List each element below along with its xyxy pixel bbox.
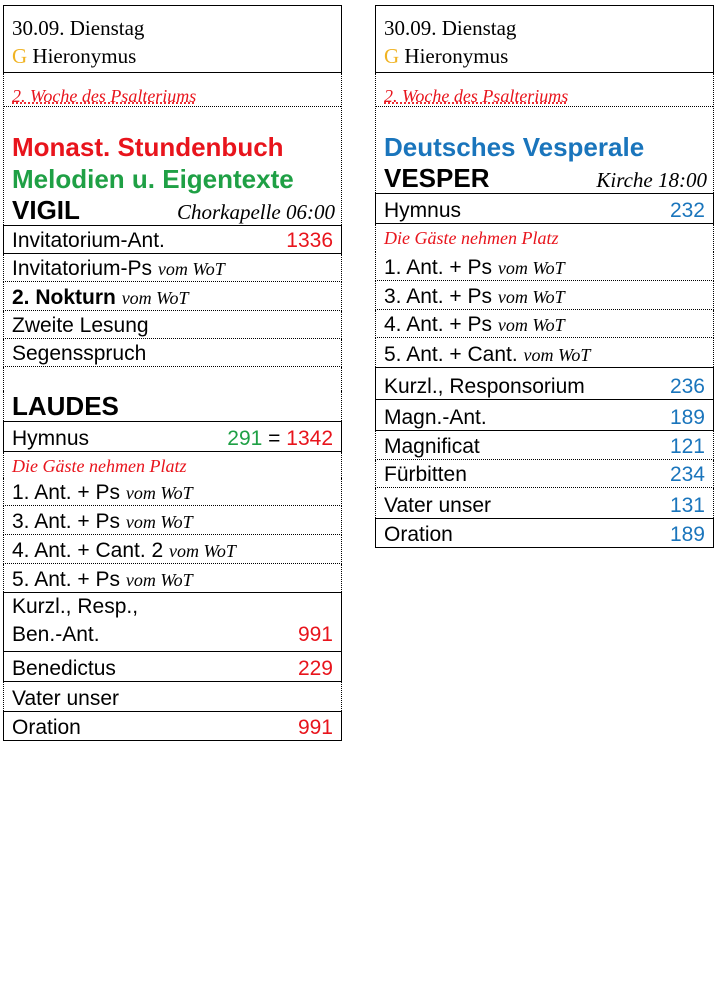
row-suffix: vom WoT [121,288,189,308]
row-suffix: vom WoT [497,258,565,278]
row-suffix: vom WoT [125,512,193,532]
laudes-hymnus-row [3,421,342,452]
psalter-week: 2. Woche des Psalteriums [4,73,341,107]
date-text: 30.09. Dienstag [384,16,517,40]
laudes-ant4-row [3,535,342,564]
row-label: Vater unser [384,494,491,517]
laudes-oration-row [3,711,342,741]
psalter-week: 2. Woche des Psalteriums [376,73,713,107]
vesper-section [375,73,714,193]
row-label: Invitatorium-Ps [12,257,153,280]
page-number: 232 [669,199,705,222]
vesper-header [376,163,713,193]
row-label: 4. Ant. + Cant. 2 [12,539,164,562]
guests-note: Die Gäste nehmen Platz [12,456,187,476]
page-number: 234 [669,463,705,486]
hour-place: Chorkapelle 06:00 [176,200,335,224]
row-suffix: vom WoT [497,287,565,307]
fuerbitten-row [375,460,714,488]
row-suffix: vom WoT [523,345,591,365]
page-number: 1336 [286,229,333,252]
hour-name: VIGIL [12,195,80,225]
row-label: Segensspruch [12,342,147,365]
vesper-ant5-row [375,338,714,367]
row-label: Vater unser [12,687,119,710]
laudes-ant1-row [3,478,342,506]
magnificat-row [375,431,714,460]
date-header [3,5,342,73]
page-number: 229 [297,657,333,680]
row-label: Fürbitten [384,463,467,486]
row-label: 5. Ant. + Ps [12,568,120,591]
guests-note-row [3,452,342,478]
page-number-red: 1342 [286,427,333,450]
vesper-ant1-row [375,252,714,281]
feast-line [12,42,333,70]
row-label: Oration [384,523,453,546]
vesper-oration-row [375,518,714,548]
vesper-ant4-row [375,310,714,338]
row-label: Kurzl., Responsorium [384,375,585,398]
spacer [3,367,342,391]
laudes-ant3-row [3,506,342,535]
row-label: 3. Ant. + Ps [384,285,492,308]
equals-sign: = [268,427,281,450]
kurzl-resp-row [3,592,342,652]
page-number: 131 [669,494,705,517]
invitatorium-ant-row [3,225,342,254]
book-title: Monast. Stundenbuch [12,132,284,162]
benedictus-row [3,652,342,682]
vater-unser-row [3,682,342,711]
row-label: Invitatorium-Ant. [12,229,165,252]
row-label: Zweite Lesung [12,314,149,337]
row-label: Oration [12,716,81,739]
row-label: Hymnus [384,199,462,222]
right-column [375,5,714,548]
page-number: 189 [669,523,705,546]
date-header [375,5,714,73]
row-label: Hymnus [12,427,90,450]
segensspruch-row [3,339,342,367]
page-number: 991 [297,623,333,646]
page-number-green: 291 [227,427,263,450]
page-number: 991 [297,716,333,739]
zweite-lesung-row [3,311,342,339]
feast-rank: G [384,44,400,68]
row-label: 1. Ant. + Ps [384,256,492,279]
row-label: 4. Ant. + Ps [384,313,492,336]
row-label: 2. Nokturn [12,286,116,309]
vesper-hymnus-row [375,193,714,224]
guests-note: Die Gäste nehmen Platz [384,228,559,248]
hour-name: VESPER [384,163,490,193]
left-column [3,5,342,741]
vesper-kurzl-row [375,367,714,400]
guests-note-row [375,224,714,252]
row-label: 1. Ant. + Ps [12,481,120,504]
feast-name: Hieronymus [404,44,509,68]
feast-name: Hieronymus [32,44,137,68]
row-suffix: vom WoT [169,541,236,561]
row-label: Magnificat [384,435,480,458]
hour-name: LAUDES [12,391,119,421]
row-label: Benedictus [12,657,116,680]
feast-line [384,42,705,70]
row-suffix: vom WoT [497,315,565,335]
row-suffix: vom WoT [125,483,193,503]
row-label-line1: Kurzl., Resp., [12,595,139,618]
magn-ant-row [375,400,714,431]
row-label: Magn.-Ant. [384,406,487,429]
page-number: 236 [669,375,705,398]
vesper-ant3-row [375,281,714,310]
book-title: Deutsches Vesperale [384,132,645,162]
row-label-line2: Ben.-Ant. [12,623,100,646]
row-suffix: vom WoT [157,259,225,279]
laudes-ant5-row [3,564,342,592]
vigil-header [4,195,341,225]
date-text: 30.09. Dienstag [12,16,145,40]
row-suffix: vom WoT [125,570,193,590]
nokturn-row [3,282,342,311]
feast-rank: G [12,44,28,68]
laudes-header [3,391,342,421]
row-label: 5. Ant. + Cant. [384,343,518,366]
hour-place: Kirche 18:00 [596,168,707,192]
page-number: 121 [669,435,705,458]
row-label: 3. Ant. + Ps [12,510,120,533]
vigil-section [3,73,342,225]
page-number: 189 [669,406,705,429]
vater-unser-row [375,488,714,518]
invitatorium-ps-row [3,254,342,282]
book-subtitle: Melodien u. Eigentexte [12,164,294,194]
